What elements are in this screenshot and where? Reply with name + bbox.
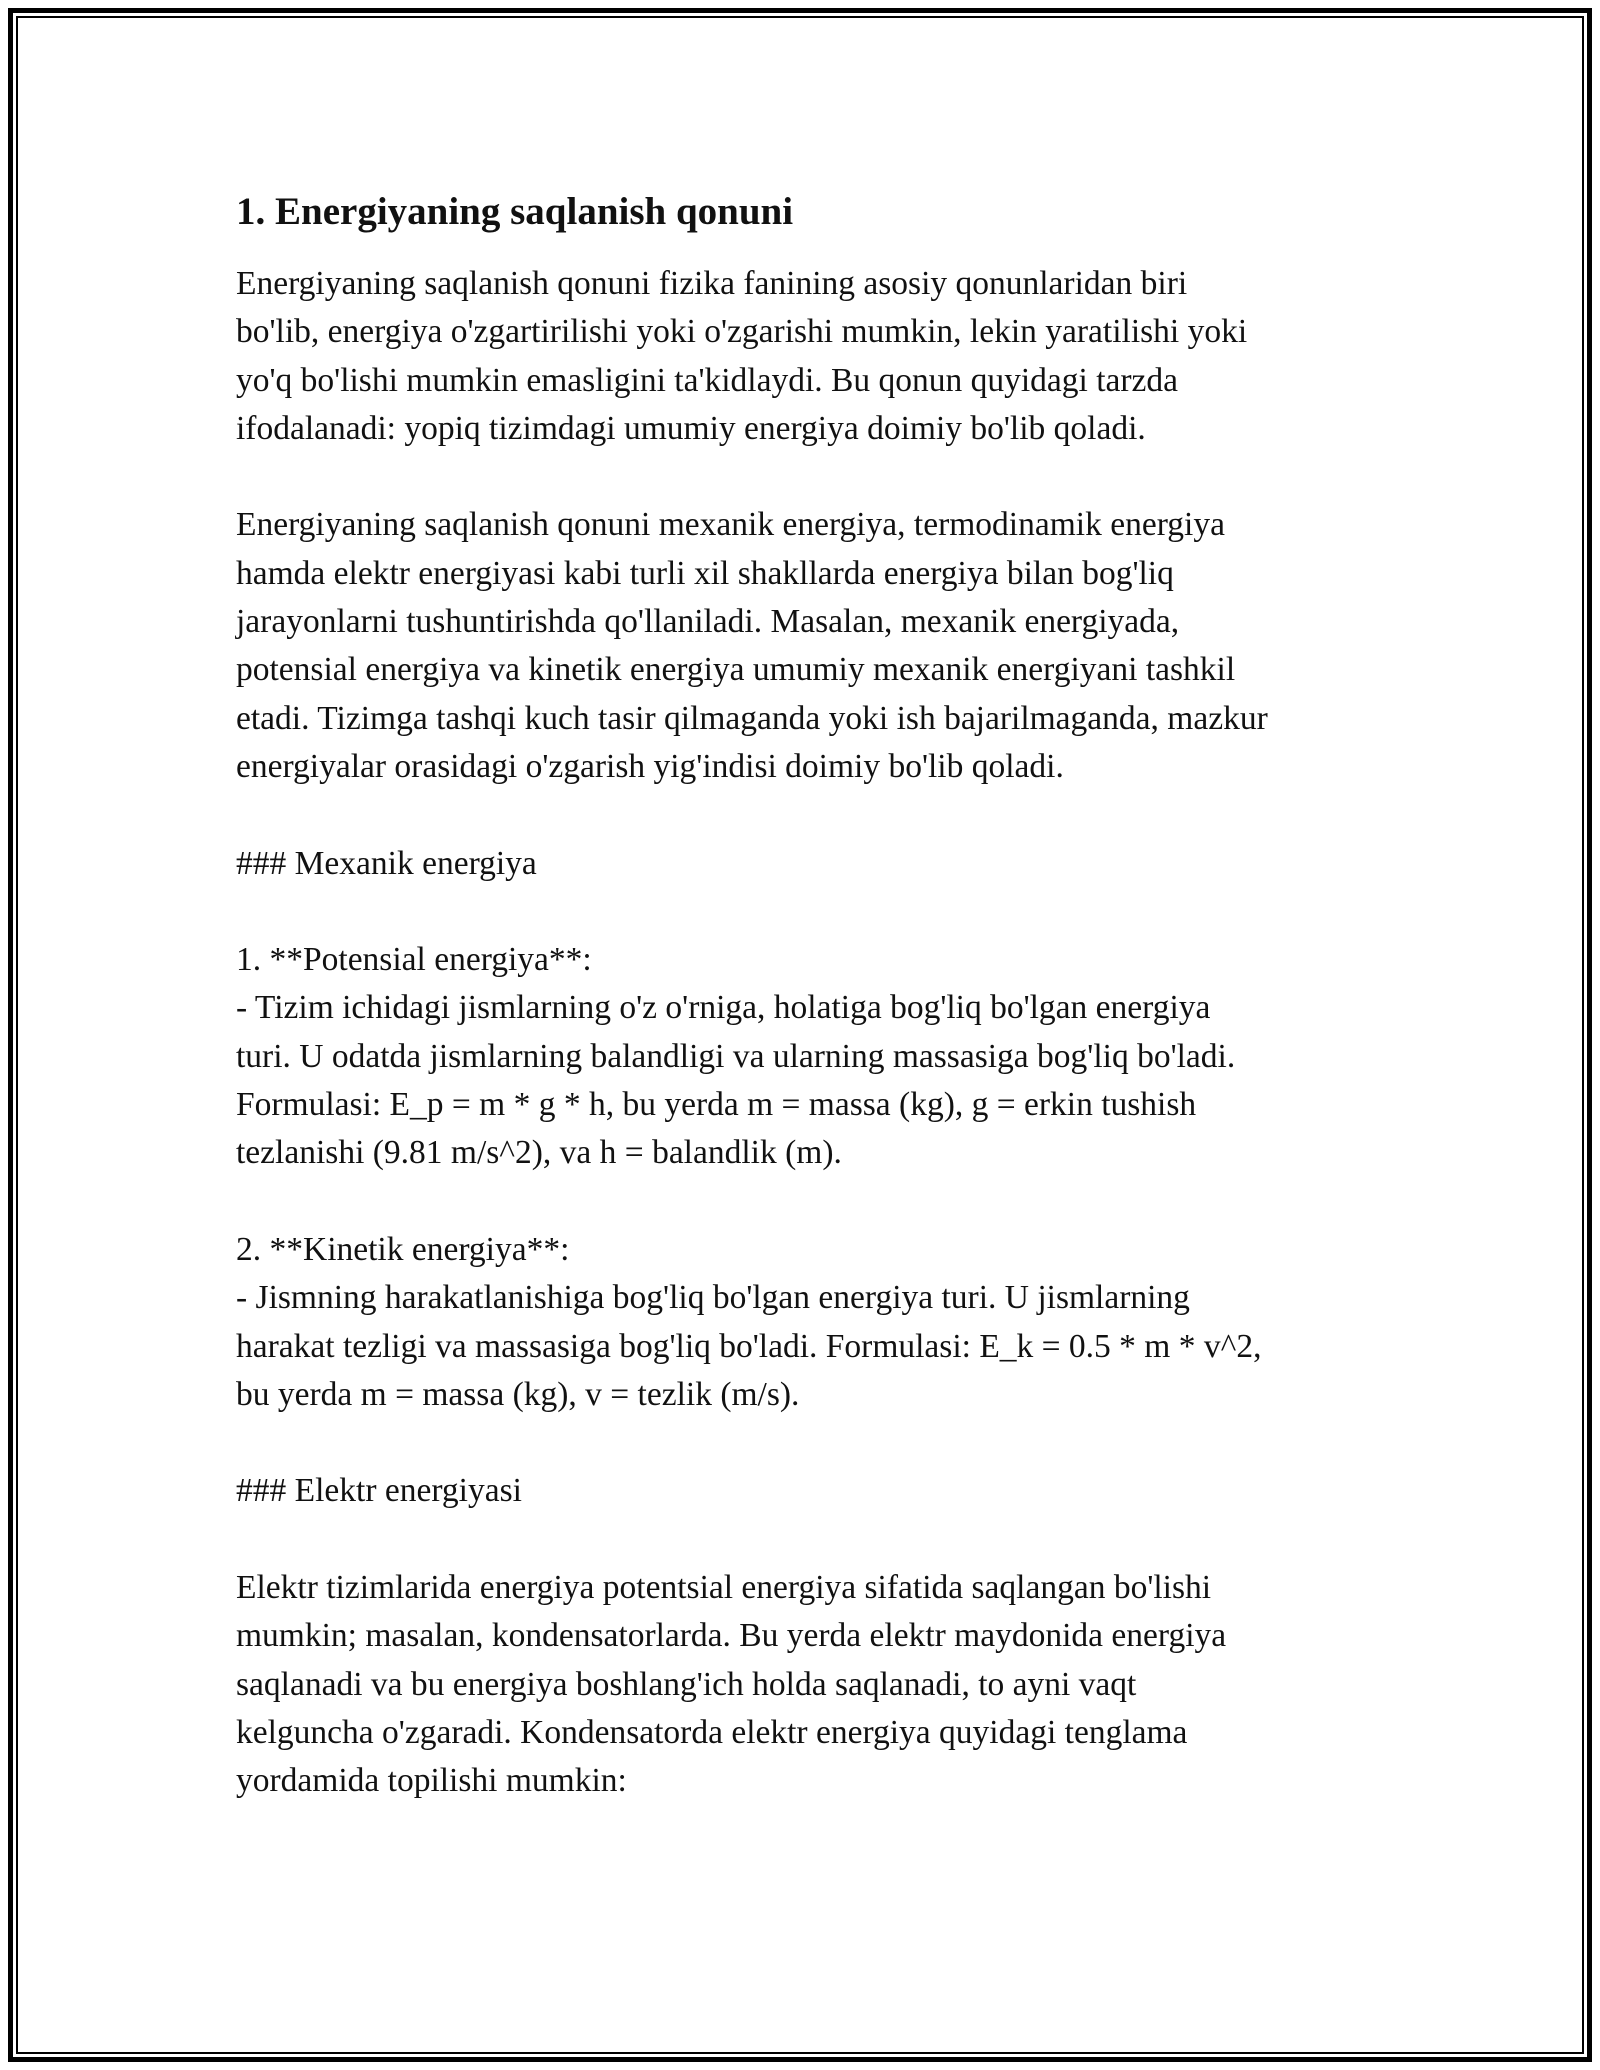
paragraph-gap (236, 1516, 1386, 1564)
electric-energy-paragraph: Elektr tizimlarida energiya potentsial energiya sifatida saqlangan bo'lishi mumkin; masalan, kondensatorlarda. Bu yerda elektr maydonida energiya saqlanadi va bu energiya boshlang'ich holda saqlanadi, to ayni vaqt kelguncha o'zgaradi. Kondensatorda elektr energiya quyidagi tenglama yordamida topilishi mumkin: (236, 1569, 1227, 1800)
paragraph-gap (236, 453, 1386, 501)
electric-energy-subheading: ### Elektr energiyasi (236, 1472, 522, 1510)
paragraph-gap (236, 791, 1386, 839)
intro-paragraph: Energiyaning saqlanish qonuni fizika fanining asosiy qonunlaridan biri bo'lib, energiya o'zgartirilishi yoki o'zgarishi mumkin, lekin yaratilishi yoki yo'q bo'lishi mumkin emasligini ta'kidlaydi. Bu qonun quyidagi tarzda ifodalanadi: yopiq tizimdagi umumiy energiya doimiy bo'lib qoladi. (236, 265, 1248, 447)
paragraph-gap (236, 1178, 1386, 1226)
potential-energy-item: 1. **Potensial energiya**: - Tizim ichidagi jismlarning o'z o'rniga, holatiga bog'liq bo'lgan energiya turi. U odatda jismlarning balandligi va ularning massasiga bog'liq bo'ladi. Formulasi: E_p = m * g * h, bu yerda m = massa (kg), g = erkin tushish tezlanishi (9.81 m/s^2), va h = balandlik (m). (236, 941, 1236, 1172)
document-body (236, 184, 1386, 1806)
document-heading: 1. Energiyaning saqlanish qonuni (236, 190, 794, 233)
paragraph-gap (236, 888, 1386, 936)
mechanical-energy-subheading: ### Mexanik energiya (236, 844, 537, 882)
applications-paragraph: Energiyaning saqlanish qonuni mexanik energiya, termodinamik energiya hamda elektr energiyasi kabi turli xil shakllarda energiya bilan bog'liq jarayonlarni tushuntirishda qo'llaniladi. Masalan, mexanik energiyada, potensial energiya va kinetik energiya umumiy mexanik energiyani tashkil etadi. Tizimga tashqi kuch tasir qilmaganda yoki ish bajarilmaganda, mazkur energiyalar orasidagi o'zgarish yig'indisi doimiy bo'lib qoladi. (236, 506, 1268, 785)
paragraph-gap (236, 1419, 1386, 1467)
kinetic-energy-item: 2. **Kinetik energiya**: - Jismning harakatlanishiga bog'liq bo'lgan energiya turi. U jismlarning harakat tezligi va massasiga bog'liq bo'ladi. Formulasi: E_k = 0.5 * m * v^2, bu yerda m = massa (kg), v = tezlik (m/s). (236, 1230, 1262, 1413)
